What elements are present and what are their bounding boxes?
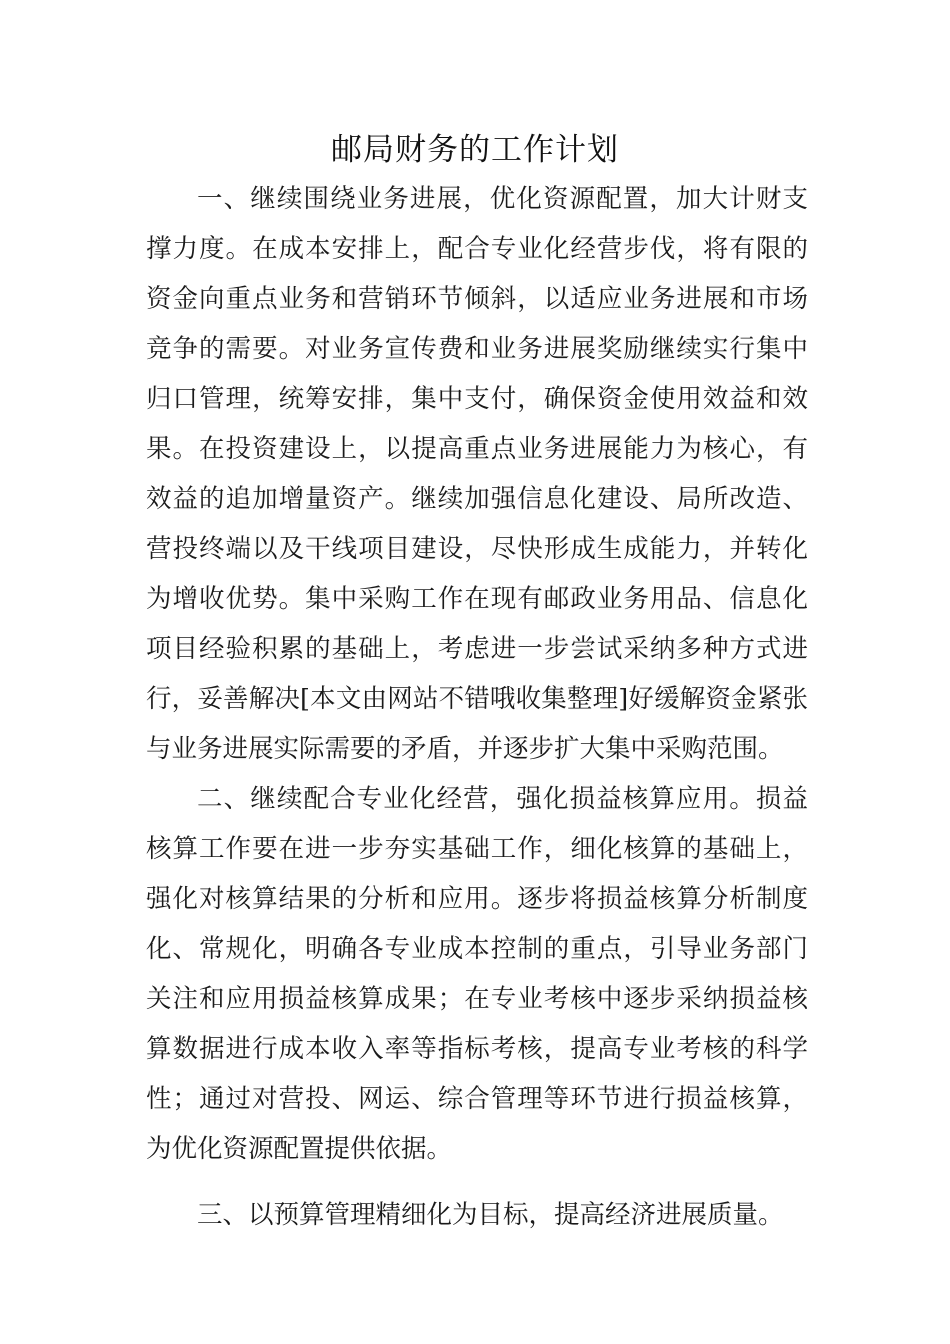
document-title: 邮局财务的工作计划 [331, 132, 619, 168]
paragraph-3: 三、以预算管理精细化为目标，提高经济进展质量。 [197, 1200, 784, 1230]
paragraph-2: 二、继续配合专业化经营，强化损益核算应用。损益核算工作要在进一步夯实基础工作，细化核算的基础上，强化对核算结果的分析和应用。逐步将损益核算分析制度化、常规化，明确各专业成本控制的重点，引导业务部门关注和应用损益核算成果；在专业考核中逐步采纳损益核算数据进行成本收入率等指标考核，提高专业考核的科学性；通过对营投、网运、综合管理等环节进行损益核算，为优化资源配置提供依据。 [146, 784, 808, 1164]
paragraph-1: 一、继续围绕业务进展，优化资源配置，加大计财支撑力度。在成本安排上，配合专业化经营步伐，将有限的资金向重点业务和营销环节倾斜，以适应业务进展和市场竞争的需要。对业务宣传费和业务进展奖励继续实行集中归口管理，统筹安排，集中支付，确保资金使用效益和效果。在投资建设上，以提高重点业务进展能力为核心，有效益的追加增量资产。继续加强信息化建设、局所改造、营投终端以及干线项目建设，尽快形成生成能力，并转化为增收优势。集中采购工作在现有邮政业务用品、信息化项目经验积累的基础上，考虑进一步尝试采纳多种方式进行，妥善解决[本文由网站不错哦收集整理]好缓解资金紧张与业务进展实际需要的矛盾，并逐步扩大集中采购范围。 [146, 184, 808, 764]
document-body [146, 174, 808, 1240]
